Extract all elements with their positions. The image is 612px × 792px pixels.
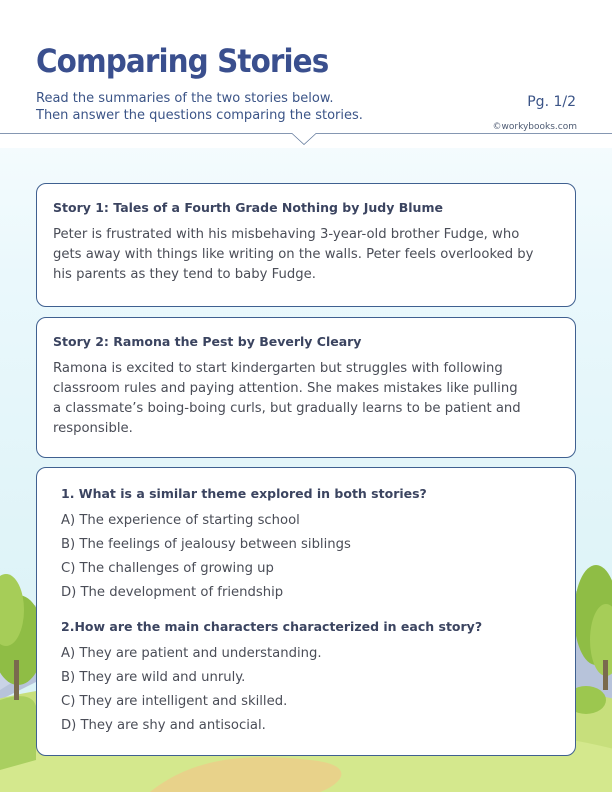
- answer-option[interactable]: C) They are intelligent and skilled.: [61, 694, 288, 709]
- answer-option[interactable]: B) The feelings of jealousy between siblings: [61, 537, 351, 552]
- questions-card: [36, 467, 576, 756]
- summary-line: Ramona is excited to start kindergarten but struggles with following: [53, 361, 503, 376]
- summary-line: responsible.: [53, 421, 133, 436]
- question-1: 1. What is a similar theme explored in both stories?: [61, 486, 427, 501]
- instruction-line: Read the summaries of the two stories below.: [36, 91, 334, 106]
- summary-line: a classmate’s boing-boing curls, but gradually learns to be patient and: [53, 401, 521, 416]
- answer-option[interactable]: A) The experience of starting school: [61, 513, 300, 528]
- brand-credit: ©workybooks.com: [492, 122, 577, 132]
- question-2-options: [61, 642, 559, 738]
- answer-option[interactable]: D) They are shy and antisocial.: [61, 718, 266, 733]
- instructions: [36, 90, 363, 124]
- story-summary: [53, 359, 559, 439]
- story-card-2: [36, 317, 576, 458]
- page-number: Pg. 1/2: [527, 94, 576, 110]
- answer-option[interactable]: D) The development of friendship: [61, 585, 284, 600]
- instruction-line: Then answer the questions comparing the stories.: [36, 108, 363, 123]
- question-1-options: [61, 509, 559, 605]
- question-2: 2.How are the main characters characterized in each story?: [61, 619, 483, 634]
- story-heading: Story 1: Tales of a Fourth Grade Nothing by Judy Blume: [53, 200, 443, 215]
- summary-line: Peter is frustrated with his misbehaving 3-year-old brother Fudge, who: [53, 227, 520, 242]
- story-heading: Story 2: Ramona the Pest by Beverly Cleary: [53, 334, 362, 349]
- answer-option[interactable]: B) They are wild and unruly.: [61, 670, 246, 685]
- summary-line: his parents as they tend to baby Fudge.: [53, 267, 316, 282]
- answer-option[interactable]: C) The challenges of growing up: [61, 561, 274, 576]
- summary-line: classroom rules and paying attention. She makes mistakes like pulling: [53, 381, 518, 396]
- story-summary: [53, 225, 559, 285]
- answer-option[interactable]: A) They are patient and understanding.: [61, 646, 322, 661]
- story-card-1: [36, 183, 576, 307]
- summary-line: gets away with things like writing on the walls. Peter feels overlooked by: [53, 247, 534, 262]
- page-title: Comparing Stories: [36, 42, 329, 80]
